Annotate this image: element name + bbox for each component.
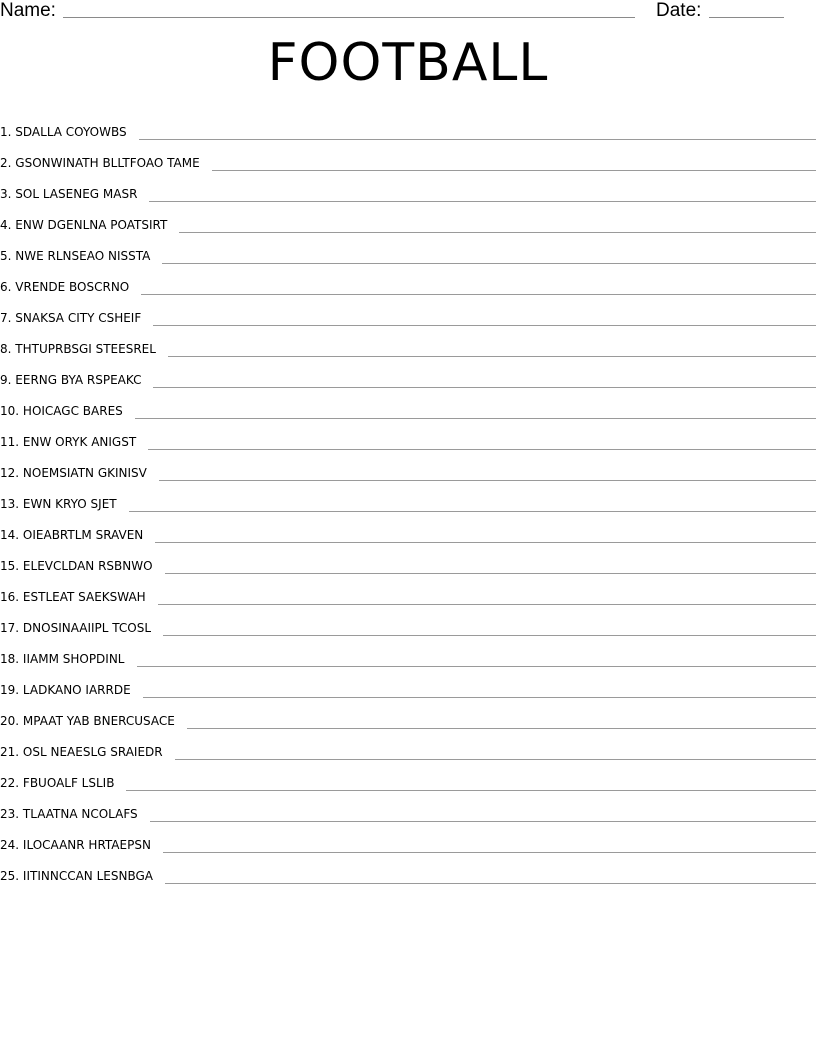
answer-line[interactable] (165, 573, 816, 574)
scrambled-word (0, 401, 135, 421)
worksheet-header (0, 0, 816, 22)
scrambled-word (0, 122, 139, 142)
list-item (0, 111, 816, 142)
scrambled-word (0, 370, 153, 390)
answer-line[interactable] (165, 883, 816, 884)
item-text: NOEMSIATN GKINISV (22, 466, 147, 480)
list-item (0, 607, 816, 638)
scrambled-word (0, 463, 159, 483)
scrambled-word (0, 277, 141, 297)
item-text: ELEVCLDAN RSBNWO (22, 559, 153, 573)
item-text: LADKANO IARRDE (22, 683, 131, 697)
item-number: 24. (0, 838, 20, 852)
answer-line[interactable] (159, 480, 816, 481)
scrambled-word (0, 618, 163, 638)
list-item (0, 762, 816, 793)
answer-line[interactable] (187, 728, 816, 729)
scrambled-word (0, 494, 129, 514)
item-text: EERNG BYA RSPEAKC (15, 373, 142, 387)
item-number: 1. (0, 125, 12, 139)
item-text: ENW ORYK ANIGST (22, 435, 137, 449)
item-text: OSL NEAESLG SRAIEDR (22, 745, 163, 759)
scrambled-word (0, 432, 148, 452)
answer-line[interactable] (141, 294, 816, 295)
item-number: 6. (0, 280, 12, 294)
list-item (0, 328, 816, 359)
scrambled-word (0, 525, 155, 545)
scrambled-word (0, 835, 163, 855)
item-text: GSONWINATH BLLTFOAO TAME (15, 156, 200, 170)
list-item (0, 359, 816, 390)
item-text: VRENDE BOSCRNO (15, 280, 130, 294)
item-text: SNAKSA CITY CSHEIF (15, 311, 142, 325)
item-number: 5. (0, 249, 12, 263)
scrambled-word (0, 246, 162, 266)
item-text: THTUPRBSGI STEESREL (15, 342, 156, 356)
item-number: 8. (0, 342, 12, 356)
item-number: 25. (0, 869, 20, 883)
answer-line[interactable] (137, 666, 816, 667)
scrambled-word (0, 215, 179, 235)
item-number: 15. (0, 559, 20, 573)
answer-line[interactable] (149, 201, 816, 202)
scrambled-word (0, 649, 137, 669)
item-text: OIEABRTLM SRAVEN (22, 528, 144, 542)
item-number: 10. (0, 404, 20, 418)
item-text: ILOCAANR HRTAEPSN (22, 838, 151, 852)
item-number: 19. (0, 683, 20, 697)
answer-line[interactable] (129, 511, 816, 512)
answer-line[interactable] (153, 325, 816, 326)
list-item (0, 669, 816, 700)
item-number: 23. (0, 807, 20, 821)
item-number: 20. (0, 714, 20, 728)
list-item (0, 452, 816, 483)
item-number: 2. (0, 156, 12, 170)
scrambled-word (0, 184, 149, 204)
scrambled-word (0, 804, 150, 824)
item-text: HOICAGC BARES (22, 404, 123, 418)
name-label: Name: (0, 0, 56, 21)
list-item (0, 421, 816, 452)
answer-line[interactable] (158, 604, 816, 605)
answer-line[interactable] (153, 387, 816, 388)
item-number: 21. (0, 745, 20, 759)
list-item (0, 173, 816, 204)
answer-line[interactable] (148, 449, 816, 450)
scrambled-word (0, 587, 158, 607)
answer-line[interactable] (126, 790, 816, 791)
scrambled-word (0, 711, 187, 731)
answer-line[interactable] (150, 821, 816, 822)
date-input-line[interactable] (709, 17, 784, 18)
item-text: DNOSINAAIIPL TCOSL (22, 621, 152, 635)
item-text: IITINNCCAN LESNBGA (22, 869, 153, 883)
scrambled-word (0, 742, 175, 762)
item-text: SDALLA COYOWBS (15, 125, 127, 139)
item-text: NWE RLNSEAO NISSTA (15, 249, 151, 263)
page-title: FOOTBALL (267, 33, 549, 93)
list-item (0, 700, 816, 731)
answer-line[interactable] (143, 697, 816, 698)
item-text: TLAATNA NCOLAFS (22, 807, 138, 821)
item-text: ESTLEAT SAEKSWAH (22, 590, 146, 604)
list-item (0, 297, 816, 328)
name-input-line[interactable] (63, 17, 635, 18)
item-number: 11. (0, 435, 20, 449)
list-item (0, 390, 816, 421)
answer-line[interactable] (163, 635, 816, 636)
answer-line[interactable] (168, 356, 816, 357)
answer-line[interactable] (155, 542, 816, 543)
item-number: 9. (0, 373, 12, 387)
scrambled-word (0, 866, 165, 886)
item-text: EWN KRYO SJET (22, 497, 117, 511)
item-text: IIAMM SHOPDINL (22, 652, 125, 666)
item-text: SOL LASENEG MASR (15, 187, 138, 201)
item-number: 22. (0, 776, 20, 790)
list-item (0, 235, 816, 266)
item-number: 17. (0, 621, 20, 635)
list-item (0, 266, 816, 297)
answer-line[interactable] (139, 139, 816, 140)
item-number: 4. (0, 218, 12, 232)
item-number: 14. (0, 528, 20, 542)
item-number: 18. (0, 652, 20, 666)
scrambled-word (0, 339, 168, 359)
scrambled-word (0, 556, 165, 576)
list-item (0, 638, 816, 669)
list-item (0, 514, 816, 545)
scrambled-word (0, 153, 212, 173)
answer-line[interactable] (162, 263, 816, 264)
date-label: Date: (656, 0, 702, 21)
scrambled-word (0, 308, 153, 328)
item-number: 13. (0, 497, 20, 511)
list-item (0, 855, 816, 886)
item-number: 7. (0, 311, 12, 325)
item-text: FBUOALF LSLIB (22, 776, 115, 790)
item-text: ENW DGENLNA POATSIRT (15, 218, 168, 232)
item-number: 16. (0, 590, 20, 604)
item-number: 3. (0, 187, 12, 201)
list-item (0, 731, 816, 762)
list-item (0, 142, 816, 173)
answer-line[interactable] (175, 759, 816, 760)
scrambled-word (0, 773, 126, 793)
answer-line[interactable] (212, 170, 816, 171)
scrambled-word (0, 680, 143, 700)
list-item (0, 204, 816, 235)
list-item (0, 483, 816, 514)
list-item (0, 545, 816, 576)
answer-line[interactable] (135, 418, 816, 419)
answer-line[interactable] (163, 852, 816, 853)
item-number: 12. (0, 466, 20, 480)
answer-line[interactable] (179, 232, 816, 233)
scramble-list (0, 111, 816, 886)
list-item (0, 793, 816, 824)
list-item (0, 824, 816, 855)
list-item (0, 576, 816, 607)
item-text: MPAAT YAB BNERCUSACE (22, 714, 175, 728)
